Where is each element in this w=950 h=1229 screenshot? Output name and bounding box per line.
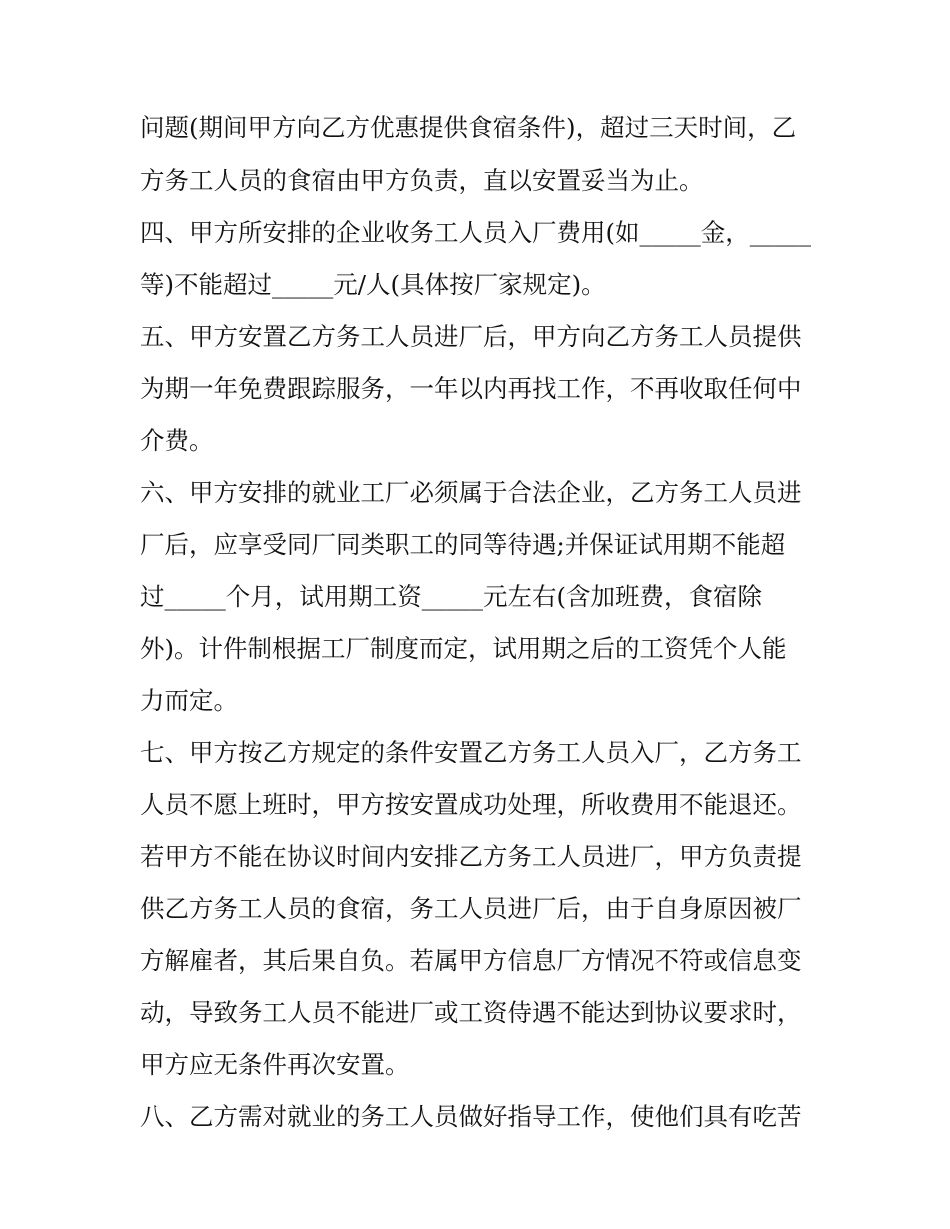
text-line: 人员不愿上班时，甲方按安置成功处理，所收费用不能退还。: [140, 790, 802, 819]
text-line: 厂后，应享受同厂同类职工的同等待遇;并保证试用期不能超: [140, 530, 786, 559]
text-line: 五、甲方安置乙方务工人员进厂后，甲方向乙方务工人员提供: [140, 322, 802, 351]
text-line: 方解雇者，其后果自负。若属甲方信息厂方情况不符或信息变: [140, 946, 802, 975]
text-line: 甲方应无条件再次安置。: [140, 1050, 410, 1079]
text-line: 过_____个月，试用期工资_____元左右(含加班费，食宿除: [140, 582, 763, 611]
text-line: 方务工人员的食宿由甲方负责，直以安置妥当为止。: [140, 166, 704, 195]
text-line: 力而定。: [140, 686, 238, 715]
text-line: 七、甲方按乙方规定的条件安置乙方务工人员入厂，乙方务工: [140, 738, 802, 767]
text-line: 六、甲方安排的就业工厂必须属于合法企业，乙方务工人员进: [140, 478, 802, 507]
text-line: 外)。计件制根据工厂制度而定，试用期之后的工资凭个人能: [140, 634, 787, 663]
text-line: 问题(期间甲方向乙方优惠提供食宿条件)，超过三天时间，乙: [140, 113, 797, 142]
text-line: 四、甲方所安排的企业收务工人员入厂费用(如_____金，_____: [140, 218, 812, 247]
text-line: 若甲方不能在协议时间内安排乙方务工人员进厂，甲方负责提: [140, 842, 802, 871]
text-line: 动，导致务工人员不能进厂或工资侍遇不能达到协议要求时，: [140, 998, 802, 1027]
text-line: 介费。: [140, 426, 214, 455]
text-line: 八、乙方需对就业的务工人员做好指导工作，使他们具有吃苦: [140, 1102, 802, 1131]
text-line: 等)不能超过_____元/人(具体按厂家规定)。: [140, 270, 606, 299]
text-line: 为期一年免费跟踪服务，一年以内再找工作，不再收取任何中: [140, 374, 802, 403]
text-line: 供乙方务工人员的食宿，务工人员进厂后，由于自身原因被厂: [140, 894, 802, 923]
